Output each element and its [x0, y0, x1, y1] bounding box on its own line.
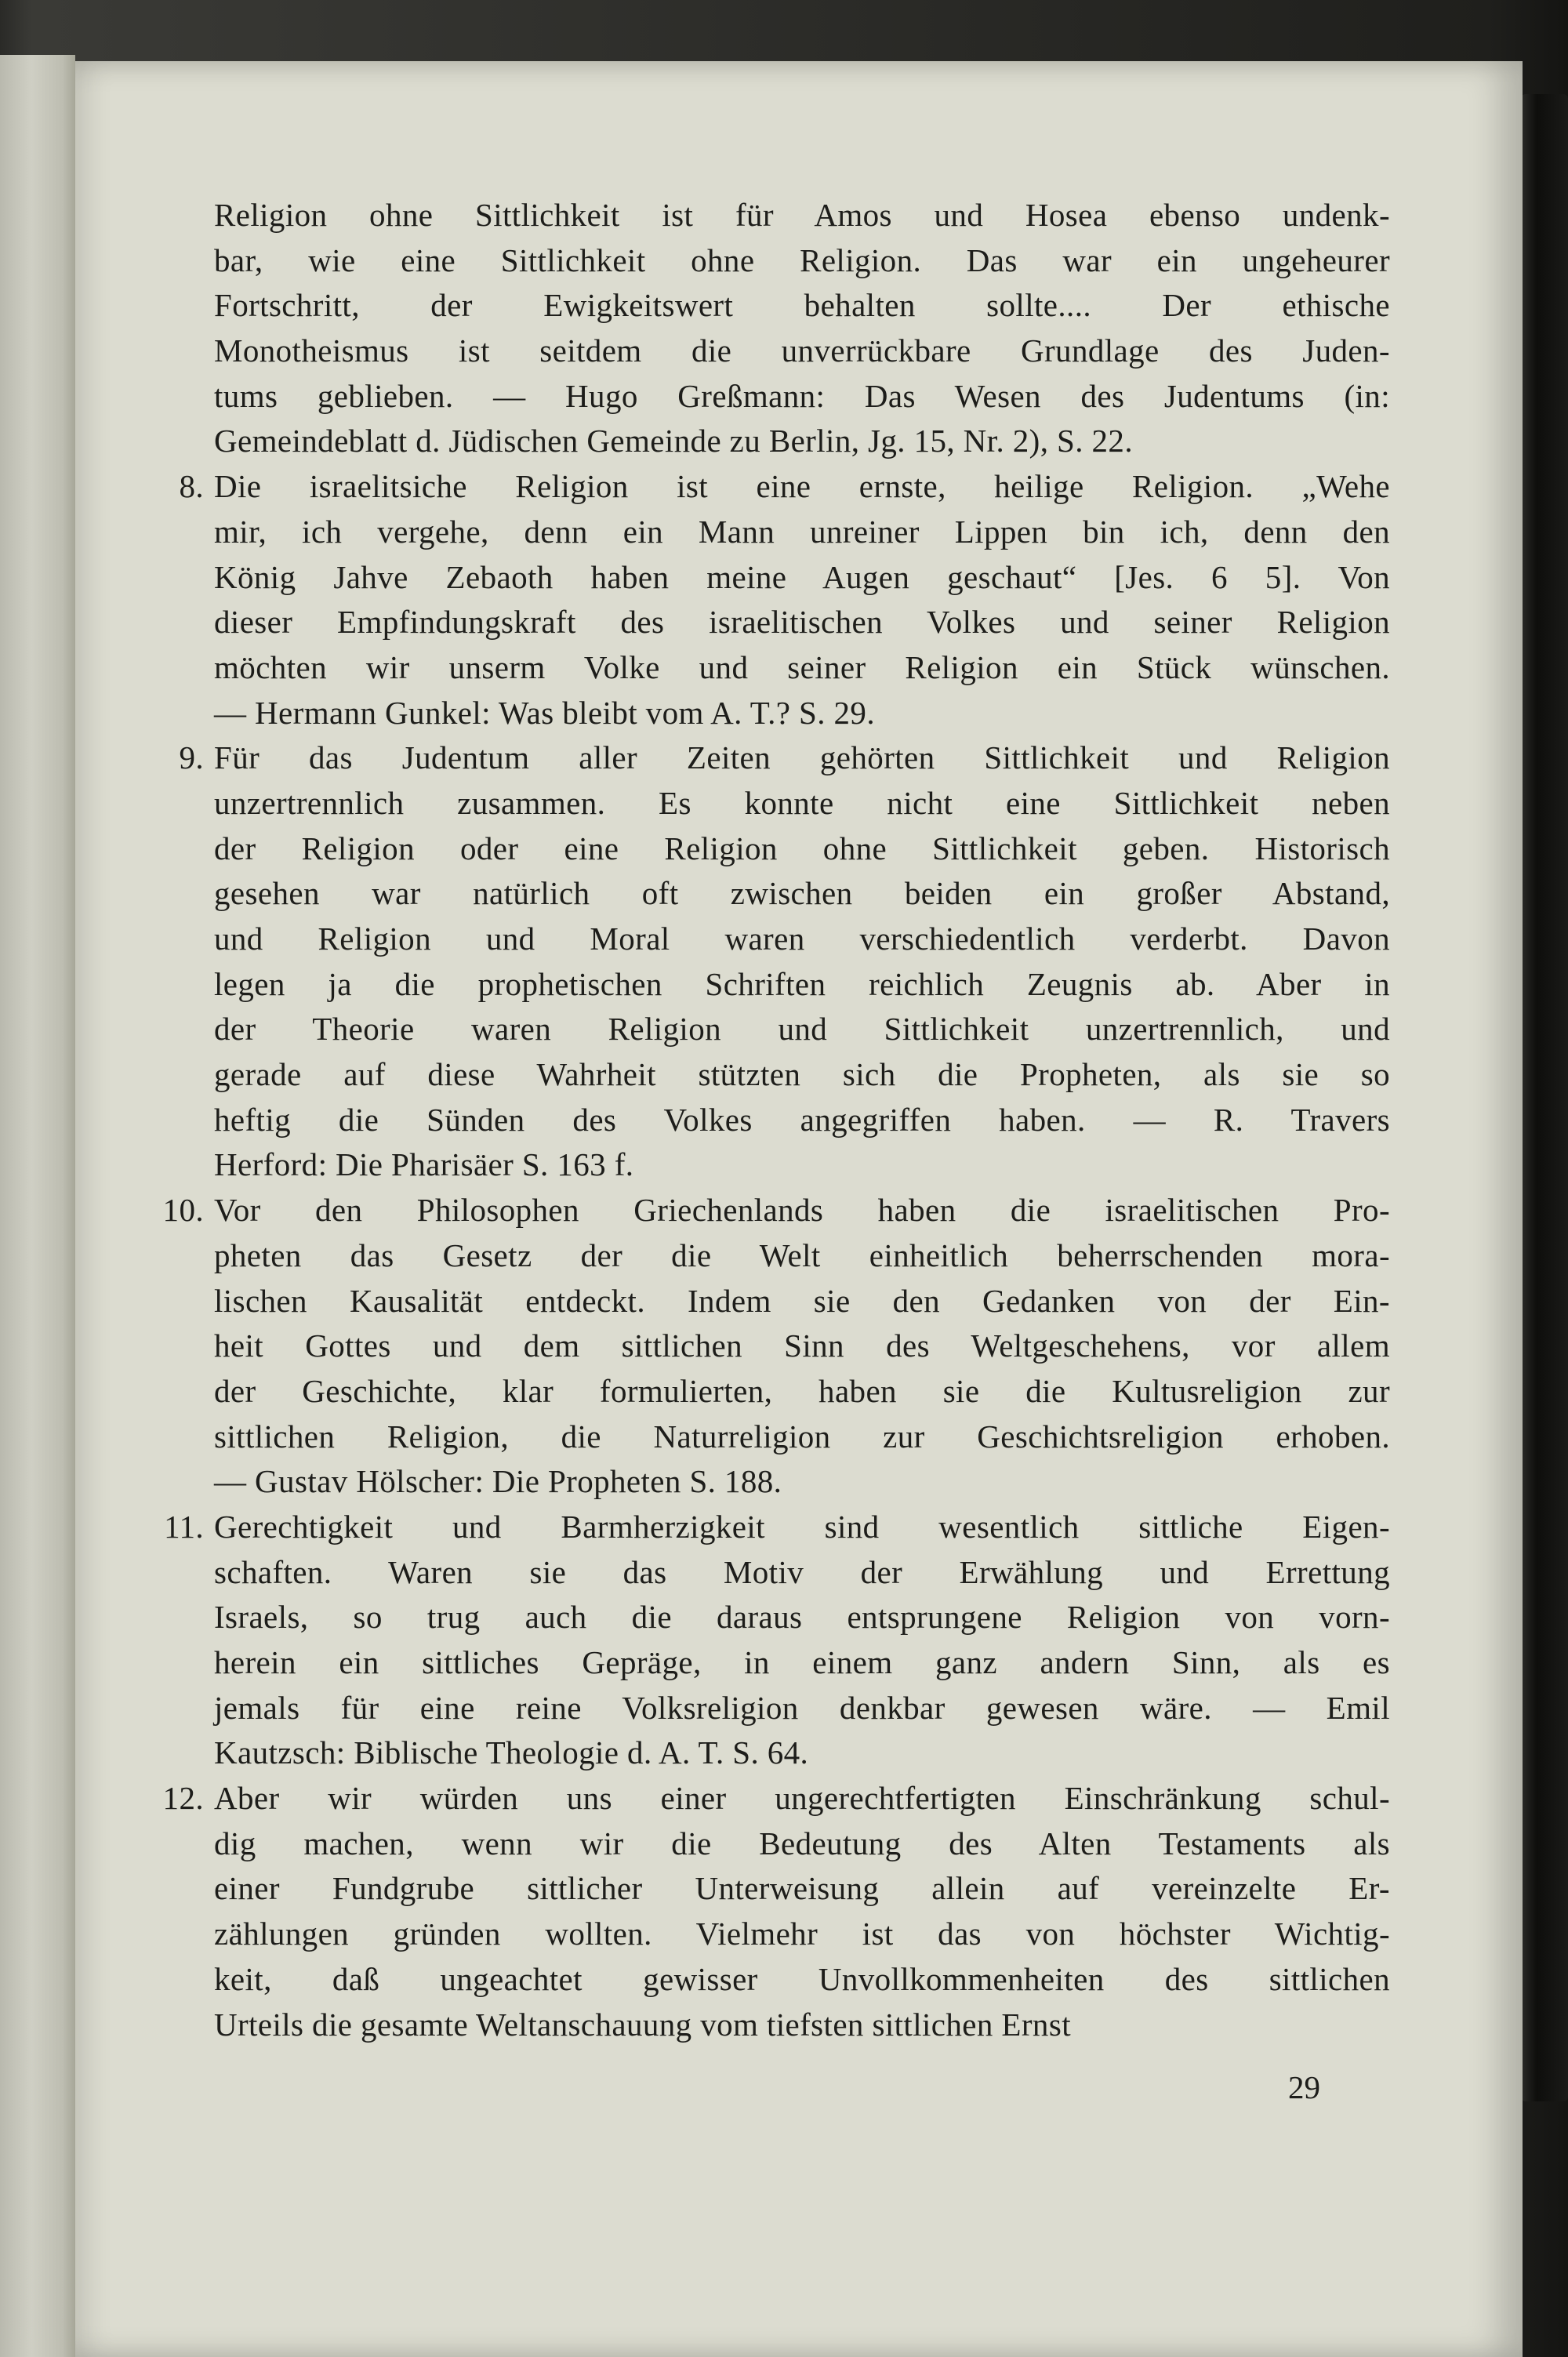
- line-text: gerade auf diese Wahrheit stützten sich die Propheten, als sie so: [214, 1056, 1390, 1093]
- text-line: [144, 1007, 1390, 1052]
- text-line: [144, 826, 1390, 872]
- line-text: Herford: Die Pharisäer S. 163 f.: [214, 1146, 634, 1183]
- text-line: [144, 917, 1390, 962]
- text-line: [144, 1415, 1390, 1460]
- line-text: heftig die Sünden des Volkes angegriffen haben. — R. Travers: [214, 1101, 1390, 1138]
- line-text: der Theorie waren Religion und Sittlichkeit unzertrennlich, und: [214, 1011, 1390, 1048]
- line-text: Religion ohne Sittlichkeit ist für Amos und Hosea ebenso undenk-: [214, 197, 1390, 233]
- line-text: möchten wir unserm Volke und seiner Religion ein Stück wünschen.: [214, 648, 1390, 685]
- line-text: sittlichen Religion, die Naturreligion zur Geschichtsreligion erhoben.: [214, 1418, 1390, 1455]
- text-line: [144, 781, 1390, 826]
- line-text: heit Gottes und dem sittlichen Sinn des Weltgeschehens, vor allem: [214, 1327, 1390, 1364]
- line-text: herein ein sittliches Gepräge, in einem ganz andern Sinn, als es: [214, 1644, 1390, 1680]
- line-text: schaften. Waren sie das Motiv der Erwählung und Errettung: [214, 1553, 1390, 1590]
- page-text: [144, 193, 1390, 2047]
- text-line: [144, 1188, 1390, 1233]
- line-text: Die israelitsiche Religion ist eine ernste, heilige Religion. „Wehe: [214, 468, 1390, 505]
- text-line: [144, 1776, 1390, 1821]
- text-line: [144, 1686, 1390, 1731]
- text-line: [144, 871, 1390, 917]
- numbered-entry: [144, 1505, 1390, 1776]
- line-text: Gemeindeblatt d. Jüdischen Gemeinde zu Berlin, Jg. 15, Nr. 2), S. 22.: [214, 423, 1133, 459]
- line-text: legen ja die prophetischen Schriften reichlich Zeugnis ab. Aber in: [214, 965, 1390, 1002]
- book-spine-edge: [1521, 94, 1568, 2101]
- entry-number: 12.: [162, 1780, 204, 1817]
- line-text: mir, ich vergehe, denn ein Mann unreiner Lippen bin ich, denn den: [214, 513, 1390, 550]
- line-text: lischen Kausalität entdeckt. Indem sie den Gedanken von der Ein-: [214, 1282, 1390, 1319]
- line-text: Kautzsch: Biblische Theologie d. A. T. S. 64.: [214, 1734, 809, 1771]
- line-text: Vor den Philosophen Griechenlands haben die israelitischen Pro-: [214, 1192, 1390, 1229]
- continued-paragraph: [144, 193, 1390, 464]
- text-line: [144, 1098, 1390, 1143]
- text-line: [144, 1369, 1390, 1415]
- line-text: gesehen war natürlich oft zwischen beiden ein großer Abstand,: [214, 875, 1390, 912]
- line-text: Für das Judentum aller Zeiten gehörten Sittlichkeit und Religion: [214, 739, 1390, 776]
- text-line: [144, 1866, 1390, 1912]
- text-line: [144, 193, 1390, 238]
- text-line: [144, 645, 1390, 691]
- numbered-entry: [144, 735, 1390, 1188]
- line-text: tums geblieben. — Hugo Greßmann: Das Wesen des Judentums (in:: [214, 377, 1390, 414]
- text-line: [144, 691, 1328, 736]
- text-line: [144, 1233, 1390, 1279]
- numbered-entry: [144, 464, 1390, 735]
- text-line: [144, 555, 1390, 601]
- text-line: [144, 1459, 1328, 1505]
- line-text: pheten das Gesetz der die Welt einheitlich beherrschenden mora-: [214, 1237, 1390, 1273]
- page-number: 29: [1288, 2069, 1320, 2105]
- text-line: [144, 374, 1390, 419]
- line-text: Fortschritt, der Ewigkeitswert behalten sollte.... Der ethische: [214, 287, 1390, 324]
- text-line: [144, 1324, 1390, 1369]
- text-line: [144, 329, 1390, 374]
- line-text: Monotheismus ist seitdem die unverrückbare Grundlage des Juden-: [214, 332, 1390, 369]
- text-line: [144, 1279, 1390, 1324]
- line-text: dieser Empfindungskraft des israelitischen Volkes und seiner Religion: [214, 604, 1390, 641]
- text-line: [144, 1821, 1390, 1867]
- line-text: bar, wie eine Sittlichkeit ohne Religion. Das war ein ungeheurer: [214, 242, 1390, 278]
- entry-number: 10.: [162, 1192, 204, 1229]
- line-text: keit, daß ungeachtet gewisser Unvollkommenheiten des sittlichen: [214, 1960, 1390, 1997]
- line-text: König Jahve Zebaoth haben meine Augen geschaut“ [Jes. 6 5]. Von: [214, 558, 1390, 595]
- text-line: [144, 1550, 1390, 1596]
- text-line: [144, 1505, 1390, 1550]
- text-line: [144, 1640, 1390, 1686]
- facing-page-edge: [0, 55, 75, 2357]
- line-text: Aber wir würden uns einer ungerechtfertigten Einschränkung schul-: [214, 1780, 1390, 1817]
- line-text: und Religion und Moral waren verschiedentlich verderbt. Davon: [214, 921, 1390, 957]
- line-text: Gerechtigkeit und Barmherzigkeit sind wesentlich sittliche Eigen-: [214, 1508, 1390, 1545]
- line-text: Israels, so trug auch die daraus entsprungene Religion von vorn-: [214, 1599, 1390, 1636]
- numbered-entry: [144, 1188, 1390, 1505]
- text-line: [144, 1957, 1390, 2003]
- text-line: [144, 510, 1390, 555]
- line-text: dig machen, wenn wir die Bedeutung des Alten Testaments als: [214, 1825, 1390, 1861]
- text-line: [144, 2003, 1328, 2048]
- line-text: der Geschichte, klar formulierten, haben sie die Kultusreligion zur: [214, 1372, 1390, 1409]
- line-text: der Religion oder eine Religion ohne Sittlichkeit geben. Historisch: [214, 830, 1390, 866]
- entry-number: 9.: [179, 739, 204, 776]
- line-text: zählungen gründen wollten. Vielmehr ist das von höchster Wichtig-: [214, 1916, 1390, 1952]
- numbered-entry: [144, 1776, 1390, 2047]
- text-line: [144, 1731, 1328, 1776]
- text-line: [144, 600, 1390, 645]
- book-page: [75, 61, 1523, 2357]
- text-line: [144, 1595, 1390, 1640]
- text-line: [144, 1142, 1328, 1188]
- text-line: [144, 419, 1328, 464]
- text-line: [144, 735, 1390, 781]
- text-line: [144, 1912, 1390, 1957]
- entry-number: 8.: [179, 468, 204, 505]
- line-text: — Hermann Gunkel: Was bleibt vom A. T.? S. 29.: [214, 694, 875, 731]
- line-text: einer Fundgrube sittlicher Unterweisung allein auf vereinzelte Er-: [214, 1870, 1390, 1907]
- line-text: unzertrennlich zusammen. Es konnte nicht eine Sittlichkeit neben: [214, 784, 1390, 821]
- line-text: jemals für eine reine Volksreligion denkbar gewesen wäre. — Emil: [214, 1689, 1390, 1726]
- text-line: [144, 962, 1390, 1008]
- entry-number: 11.: [164, 1508, 204, 1545]
- text-line: [144, 1052, 1390, 1098]
- text-line: [144, 464, 1390, 510]
- line-text: — Gustav Hölscher: Die Propheten S. 188.: [214, 1463, 782, 1500]
- text-line: [144, 283, 1390, 329]
- text-line: [144, 238, 1390, 284]
- line-text: Urteils die gesamte Weltanschauung vom tiefsten sittlichen Ernst: [214, 2006, 1071, 2043]
